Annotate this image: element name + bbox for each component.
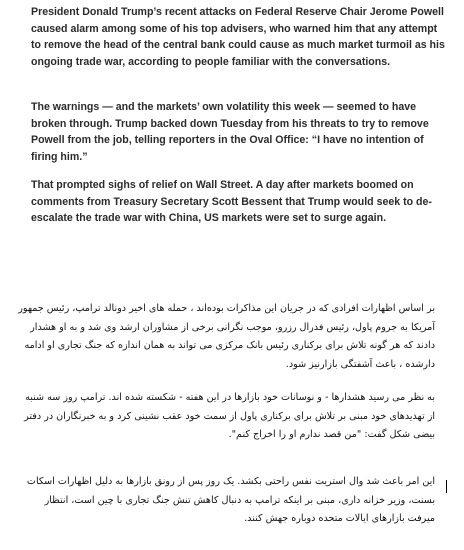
english-paragraph-1: President Donald Trump’s recent attacks on Federal Reserve Chair Jerome Powell caused alarm among some of his top advisers, who warned him that any attempt to remove the head of the central bank could cause as much market turmoil as his ongoing trade war, according to people familiar with the conversations. <box>31 6 445 68</box>
persian-paragraph-3: این امر باعث شد وال استریت نفس راحتی بکشد. یک روز پس از رونق بازارها به دلیل اظهارات اسکات بسنت، وزیر خزانه داری، مبنی بر اینکه ترامپ به دنبال کاهش تنش جنگ تجاری با چین است، انتظار میرفت بازارهای ایالات متحده دوباره جهش کنند. <box>26 476 435 524</box>
text-cursor[interactable] <box>446 480 447 493</box>
persian-paragraph-2: به نظر می رسید هشدارها - و نوسانات خود بازارها در این هفته - شکسته شده اند. ترامپ روز سه شنبه از تهدیدهای خود مبنی بر تلاش برای برکناری پاول از سمت خود عقب نشینی کرد و به خبرنگاران در دفتر بیضی شکل گفت: "من قصد ندارم او را اخراج کنم". <box>24 392 435 440</box>
english-paragraph-2: The warnings — and the markets’ own volatility this week — seemed to have broken through. Trump backed down Tuesday from his threats to try to remove Powell from the job, telling reporters in the Oval Office: “I have no intention of firing him.” <box>31 101 429 163</box>
persian-paragraph-1: بر اساس اظهارات افرادی که در جریان این مذاکرات بوده‌اند ، حمله های اخیر دونالد ترامپ، رئیس جمهور آمریکا به جروم پاول، رئیس فدرال رزرو، موجب نگرانی برخی از مشاوران ارشد وی شد و به او هشدار دادند که هر گونه تلاش برای برکناری رئیس بانک مرکزی می تواند به همان اندازه که جنگ تجاری او ادامه دارشده ، باعث آشفتگی بازارنیز شود. <box>18 303 435 370</box>
english-paragraph-3: That prompted sighs of relief on Wall Street. A day after markets boomed on comments from Treasury Secretary Scott Bessent that Trump would seek to de-escalate the trade war with China, US markets were set to surge again. <box>31 179 432 225</box>
